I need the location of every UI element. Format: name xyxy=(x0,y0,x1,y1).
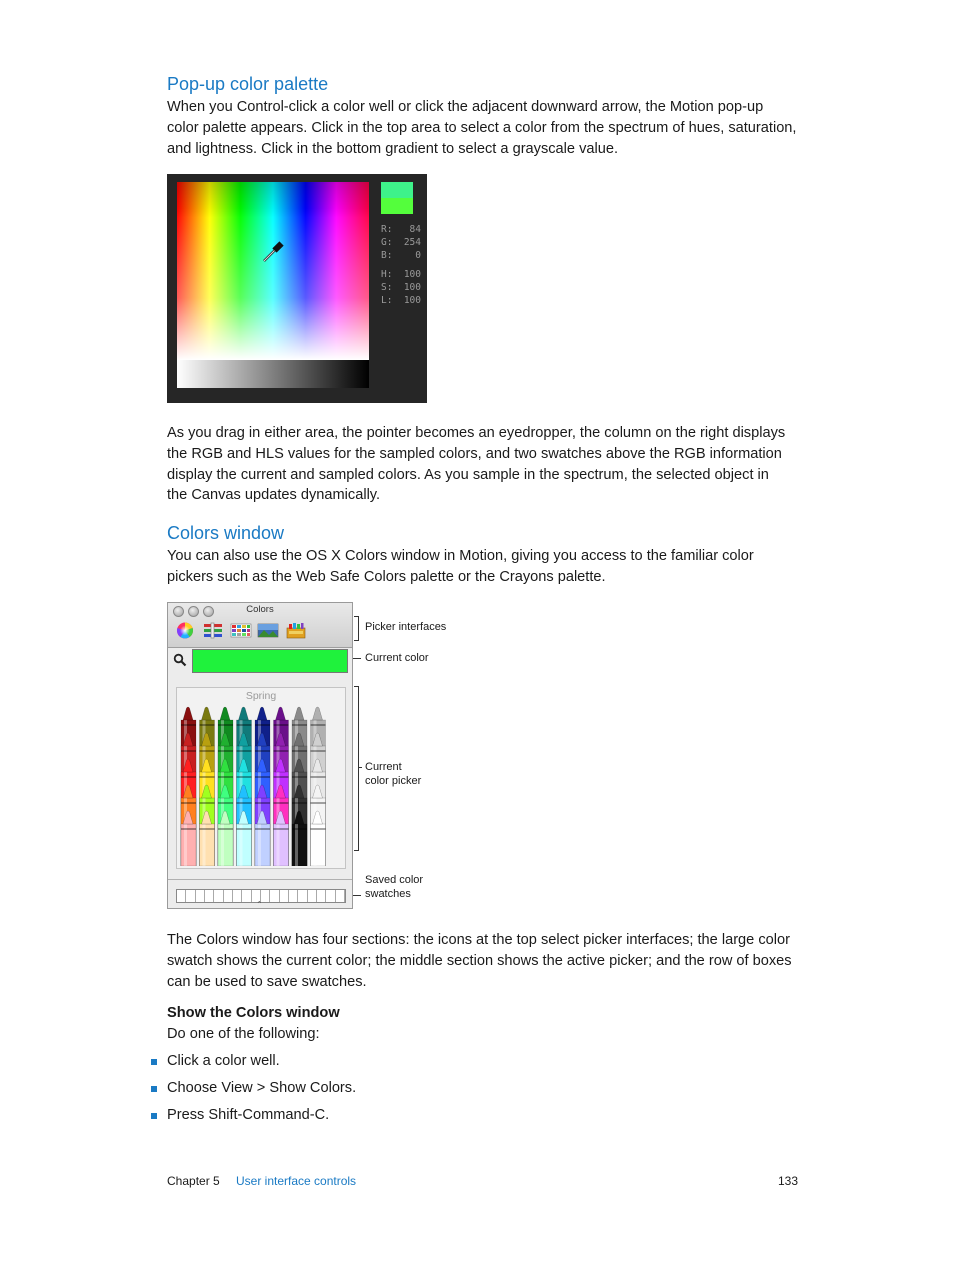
text-line: The Colors window has four sections: the icons at the top select picker interfaces; the large color xyxy=(167,932,790,948)
saved-swatch-slot[interactable] xyxy=(214,890,223,902)
list-item: Press Shift-Command-C. xyxy=(167,1107,330,1123)
colors-window-toolbar xyxy=(168,603,352,648)
saved-swatch-slot[interactable] xyxy=(289,890,298,902)
color-wheel-icon xyxy=(174,621,196,640)
color-spectrum-area[interactable] xyxy=(177,182,369,360)
bullet-icon xyxy=(151,1113,157,1119)
callout-leader xyxy=(359,767,362,768)
saved-swatch-slot[interactable] xyxy=(336,890,345,902)
saved-swatch-slot[interactable] xyxy=(308,890,317,902)
text-line: color palette appears. Click in the top area to select a color from the spectrum of hues, saturation, xyxy=(167,119,797,136)
green-value: 254 xyxy=(403,237,421,248)
eyedropper-icon xyxy=(261,238,287,264)
text-line: can be used to save swatches. xyxy=(167,973,367,990)
crayons-picker-button[interactable] xyxy=(285,621,307,640)
saved-swatch-slot[interactable] xyxy=(233,890,242,902)
task-intro: Do one of the following: xyxy=(167,1026,320,1042)
palettes-picker-button[interactable] xyxy=(230,621,252,640)
hue-value-row xyxy=(381,269,421,282)
footer-chapter-title-link[interactable]: User interface controls xyxy=(236,1174,357,1188)
color-sliders-icon xyxy=(202,621,224,640)
red-value: 84 xyxy=(409,224,421,235)
hue-label: H: xyxy=(381,269,393,280)
saved-swatch-slot[interactable] xyxy=(270,890,279,902)
popup-color-palette xyxy=(167,174,427,403)
color-palette-grid-icon xyxy=(230,621,252,640)
saturation-value: 100 xyxy=(403,282,421,293)
saved-swatch-slot[interactable] xyxy=(205,890,214,902)
callout-current-color-picker xyxy=(365,760,421,788)
crayons-grid[interactable] xyxy=(177,706,345,866)
colors-window-intro xyxy=(167,546,807,588)
callout-line: Current xyxy=(365,761,402,773)
color-wheel-picker-button[interactable] xyxy=(174,621,196,640)
saturation-label: S: xyxy=(381,282,393,293)
popup-palette-intro xyxy=(167,97,807,159)
lightness-label: L: xyxy=(381,295,393,306)
section-divider xyxy=(168,879,352,880)
bullet-icon xyxy=(151,1086,157,1092)
callout-saved-swatches xyxy=(365,873,423,901)
current-color-well[interactable] xyxy=(192,649,348,673)
section-heading-colors-window: Colors window xyxy=(167,523,285,543)
spectrum-shading xyxy=(177,182,369,360)
saved-swatch-slot[interactable] xyxy=(196,890,205,902)
lightness-value: 100 xyxy=(403,295,421,306)
text-line: the RGB and HLS values for the sampled colors, and two swatches above the RGB information xyxy=(167,445,782,462)
footer-chapter: Chapter 5 xyxy=(167,1174,220,1188)
saved-swatch-slot[interactable] xyxy=(326,890,335,902)
callout-leader xyxy=(353,895,361,896)
popup-palette-description xyxy=(167,423,807,506)
green-label: G: xyxy=(381,237,393,248)
blue-value: 0 xyxy=(415,250,421,261)
callout-line: swatches xyxy=(365,888,411,900)
crayon-box-icon xyxy=(285,621,307,640)
blue-value-row xyxy=(381,250,421,263)
text-line: When you Control-click a color well or click the adjacent downward arrow, the Motion pop-up xyxy=(167,99,764,115)
sampled-color-swatch xyxy=(381,198,413,214)
magnifier-icon[interactable] xyxy=(173,653,187,667)
crayon-box-label: Spring xyxy=(245,690,277,702)
grayscale-gradient[interactable] xyxy=(177,360,369,388)
saturation-value-row xyxy=(381,282,421,295)
lightness-value-row xyxy=(381,295,421,308)
section-heading-popup-palette: Pop-up color palette xyxy=(167,74,329,94)
crayon-picker xyxy=(176,687,346,869)
saved-swatch-slot[interactable] xyxy=(224,890,233,902)
saved-swatch-slot[interactable] xyxy=(298,890,307,902)
callout-bracket xyxy=(354,616,359,641)
saved-swatch-slot[interactable] xyxy=(177,890,186,902)
window-title: Colors xyxy=(246,604,274,615)
text-line: pickers such as the Web Safe Colors palette or the Crayons palette. xyxy=(167,568,606,585)
page-number: 133 xyxy=(777,1174,798,1188)
text-line: display the current and sampled colors. As you sample in the spectrum, the selected object in xyxy=(167,466,769,483)
callout-line: Saved color xyxy=(365,874,424,886)
blue-label: B: xyxy=(381,250,393,261)
saved-swatch-slot[interactable] xyxy=(186,890,195,902)
red-value-row xyxy=(381,224,421,237)
colors-window-description xyxy=(167,930,807,992)
resize-handle-icon[interactable]: ⌃ xyxy=(256,900,263,909)
bullet-icon xyxy=(151,1059,157,1065)
callout-leader xyxy=(353,658,361,659)
hue-value: 100 xyxy=(403,269,421,280)
sliders-picker-button[interactable] xyxy=(202,621,224,640)
callout-line: color picker xyxy=(365,775,422,787)
colors-window xyxy=(167,602,353,909)
green-value-row xyxy=(381,237,421,250)
saved-swatch-slot[interactable] xyxy=(317,890,326,902)
text-line: the Canvas updates dynamically. xyxy=(167,487,381,504)
saved-swatch-slot[interactable] xyxy=(242,890,251,902)
list-item: Click a color well. xyxy=(167,1053,280,1069)
image-palettes-picker-button[interactable] xyxy=(257,621,279,640)
callout-bracket xyxy=(354,686,359,851)
callout-current-color: Current color xyxy=(365,652,429,664)
task-heading: Show the Colors window xyxy=(167,1005,340,1021)
text-line: You can also use the OS X Colors window in Motion, giving you access to the familiar color xyxy=(167,548,754,564)
text-line: As you drag in either area, the pointer becomes an eyedropper, the column on the right displays xyxy=(167,425,786,441)
image-palette-icon xyxy=(257,621,279,640)
list-item: Choose View > Show Colors. xyxy=(167,1080,357,1096)
text-line: swatch shows the current color; the middle section shows the active picker; and the row of boxes xyxy=(167,952,792,969)
red-label: R: xyxy=(381,224,393,235)
current-color-swatch xyxy=(381,182,413,198)
callout-picker-interfaces: Picker interfaces xyxy=(365,621,447,633)
text-line: and lightness. Click in the bottom gradient to select a grayscale value. xyxy=(167,140,619,157)
saved-swatch-slot[interactable] xyxy=(280,890,289,902)
